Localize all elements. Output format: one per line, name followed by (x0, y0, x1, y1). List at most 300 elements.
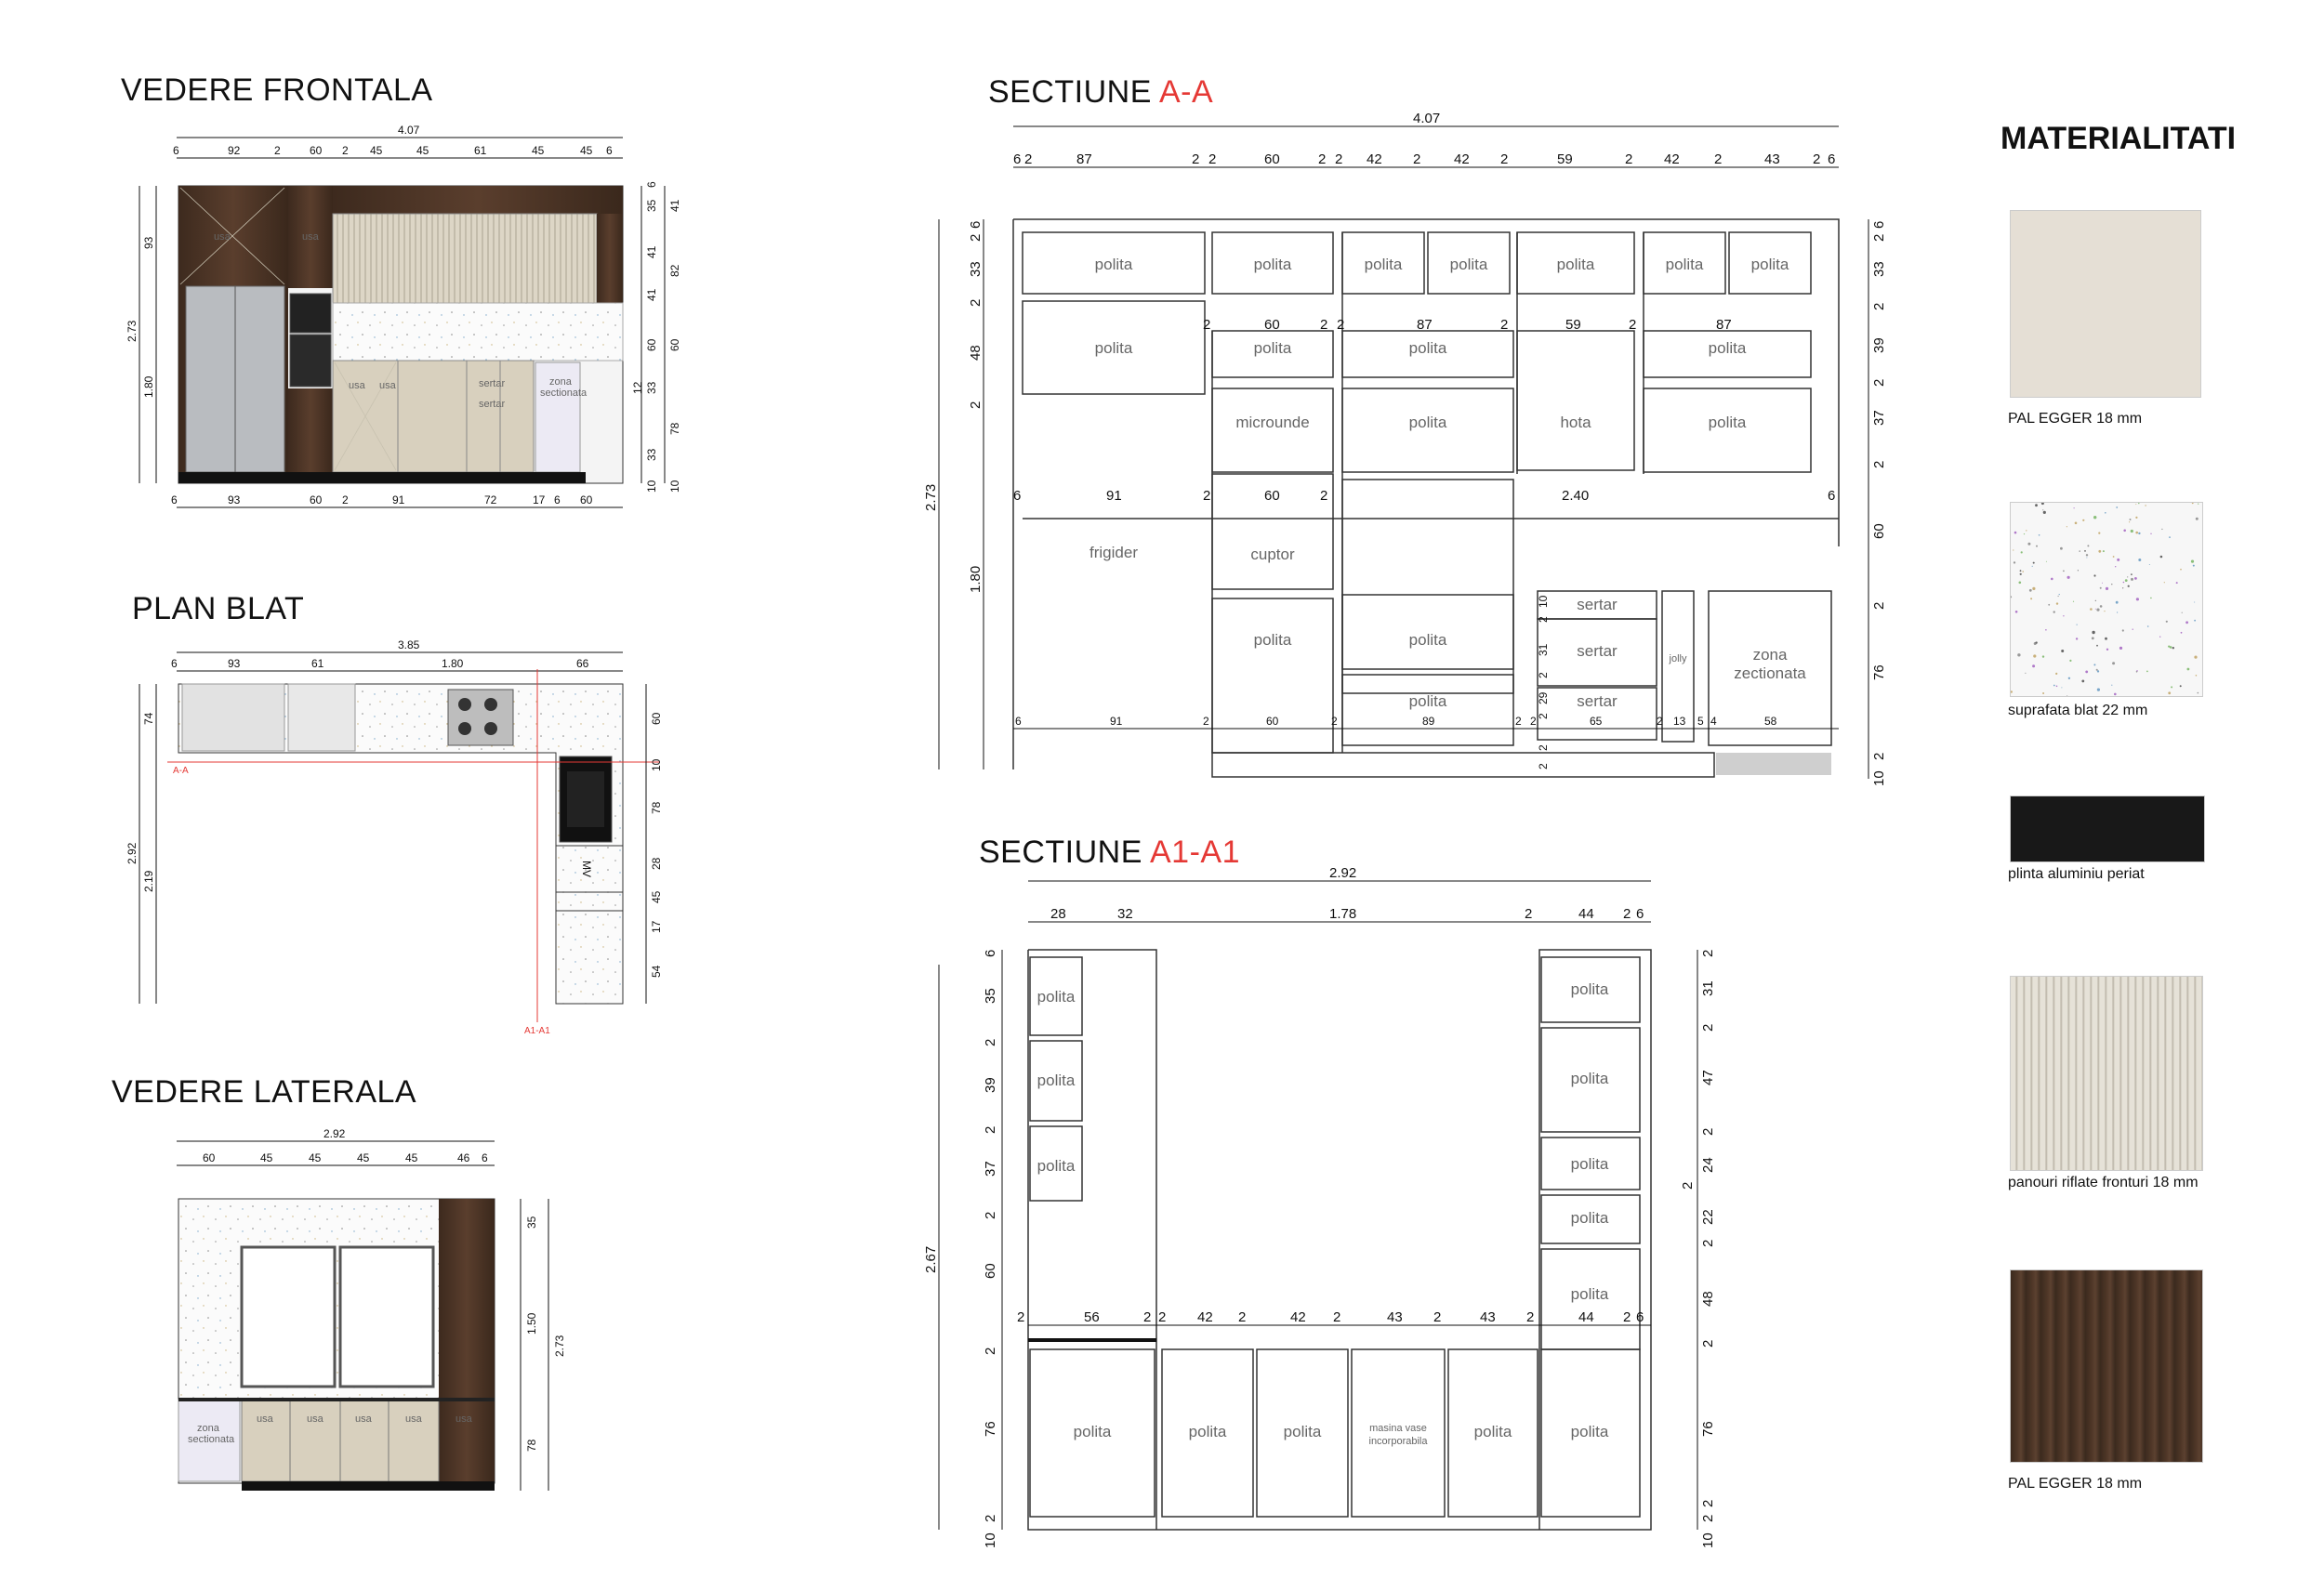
speckle-dot (2061, 650, 2064, 652)
sec-a-label-polita: polita (1253, 631, 1292, 649)
sec-a-label-polita: polita (1094, 256, 1133, 273)
speckle-dot (2093, 574, 2095, 576)
sec-a-dim-top: 2 (1714, 151, 1723, 167)
sec-a1-dim-mid: 42 (1197, 1309, 1213, 1325)
speckle-dot (2166, 621, 2168, 623)
sec-a-dim-top: 42 (1454, 151, 1470, 167)
plan-dim-right: 60 (650, 712, 663, 725)
material-label: PAL EGGER 18 mm (2008, 1476, 2143, 1492)
plan-dim-top: 93 (228, 657, 241, 670)
sec-a-dim-bottom: 2 (1331, 715, 1338, 728)
sec-a-dim-inner: 2 (1320, 317, 1328, 333)
front-dim-bottom: 72 (484, 493, 497, 506)
speckle-dot (2192, 503, 2194, 505)
sec-a-dim-bottom: 4 (1710, 715, 1717, 728)
front-dim-bottom: 6 (554, 493, 561, 506)
lateral-total-width: 2.92 (324, 1127, 346, 1140)
sec-a1-dim-mid: 2 (1238, 1309, 1247, 1325)
plan-dim-right: 54 (650, 965, 663, 978)
sec-a-dim-left: 33 (968, 261, 984, 277)
sec-a-dim-small: 29 (1537, 691, 1550, 704)
speckle-dot (2035, 504, 2038, 506)
front-dim-right: 41 (668, 199, 681, 212)
speckle-dot (2150, 598, 2152, 599)
speckle-dot (2114, 693, 2117, 696)
sec-a1-dim-mid: 44 (1578, 1309, 1594, 1325)
speckle-dot (2168, 691, 2171, 694)
sec-a-label-polita: polita (1708, 414, 1747, 431)
speckle-dot (2160, 556, 2163, 559)
front-door-label: usa (379, 380, 396, 391)
speckle-dot (2125, 579, 2128, 582)
speckle-dot (2060, 547, 2063, 550)
speckle-dot (2073, 601, 2074, 602)
speckle-dot (2053, 611, 2055, 612)
sec-a-dim-right: 2 (1871, 460, 1887, 468)
speckle-dot (2113, 556, 2115, 558)
speckle-dot (2134, 577, 2137, 580)
speckle-dot (2164, 582, 2165, 583)
sec-a-right-dims (1871, 221, 1887, 786)
speckle-dot (2159, 637, 2160, 638)
plan-dim-top: 61 (311, 657, 324, 670)
plan-dim-right: 78 (650, 801, 663, 814)
sec-a1-dim-top: 32 (1117, 906, 1133, 922)
sec-a1-dim-top: 6 (1636, 906, 1644, 922)
sec-a1-dim-mid: 2 (1333, 1309, 1341, 1325)
front-door-label: usa (302, 231, 319, 243)
sec-a1-dim-left: 6 (983, 949, 998, 957)
sec-a-dim-right: 2 (1871, 233, 1887, 242)
speckle-dot (2171, 686, 2172, 688)
sec-a-label-polita: polita (1556, 256, 1595, 273)
speckle-dot (2135, 532, 2138, 534)
speckle-dot (2082, 519, 2084, 521)
lateral-view-title: VEDERE LATERALA (112, 1074, 417, 1110)
sec-a1-dim-top: 1.78 (1329, 906, 1357, 922)
sec-a1-dim-right: 2 (1700, 1239, 1716, 1247)
front-dim-top: 60 (310, 144, 323, 157)
sec-a-dim-bottom: 2 (1515, 715, 1522, 728)
speckle-dot (2106, 587, 2108, 590)
sec-a-dim-inner: 2 (1500, 317, 1509, 333)
speckle-dot (2193, 565, 2195, 567)
sec-a-label-polita: polita (1364, 256, 1403, 273)
sec-a-dim-inner: 6 (1013, 488, 1022, 504)
speckle-dot (2115, 566, 2116, 567)
sec-a1-label-polita: polita (1570, 1070, 1609, 1087)
lateral-dim-top: 45 (405, 1151, 418, 1164)
front-dim-bottom: 60 (580, 493, 593, 506)
material-swatch-ribbed-panel (2010, 976, 2203, 1171)
speckle-dot (2030, 598, 2032, 599)
speckle-dot (2015, 611, 2018, 613)
sec-a1-dim-right: 2 (1680, 1181, 1696, 1190)
sec-a-dim-right: 10 (1871, 770, 1887, 786)
speckle-dot (2095, 600, 2096, 601)
sec-a-dim-bottom: 91 (1110, 715, 1123, 728)
front-dim-right: 41 (645, 245, 658, 258)
sec-a1-left-dims (923, 950, 998, 1548)
sec-a-label-polita: polita (1408, 339, 1447, 357)
material-swatch-plinth (2010, 796, 2205, 862)
lateral-dim-top: 45 (260, 1151, 273, 1164)
sec-a-dim-bottom: 60 (1266, 715, 1279, 728)
speckle-dot (2058, 596, 2059, 597)
sec-a-label-polita: polita (1094, 339, 1133, 357)
speckle-dot (2130, 519, 2132, 520)
front-dim-right: 33 (645, 448, 658, 461)
speckle-dot (2187, 668, 2190, 671)
speckle-dot (2149, 564, 2150, 565)
speckle-dot (2063, 571, 2065, 572)
sec-a-label-microunde: microunde (1235, 414, 1310, 431)
sec-a1-dim-right: 22 (1700, 1209, 1716, 1225)
sec-a1-dim-right: 2 (1700, 949, 1716, 957)
speckle-dot (2138, 503, 2139, 504)
speckle-dot (2093, 664, 2095, 665)
front-dim-top: 6 (173, 144, 179, 157)
sec-a1-label-polita: polita (1570, 1285, 1609, 1303)
front-dim-top: 2 (274, 144, 281, 157)
speckle-dot (2041, 502, 2044, 505)
sec-a1-label-polita: polita (1073, 1423, 1112, 1440)
plan-dim-top: 66 (576, 657, 589, 670)
plan-dim-left: 74 (142, 712, 155, 725)
sec-a-dim-inner: 91 (1106, 488, 1122, 504)
speckle-dot (2185, 621, 2188, 624)
front-dim-top: 45 (532, 144, 545, 157)
sec-a-dim-top: 43 (1764, 151, 1780, 167)
sec-a-label-polita: polita (1750, 256, 1789, 273)
speckle-dot (2090, 608, 2093, 611)
lateral-door-label: usa (355, 1414, 372, 1425)
sec-a1-dim-right: 31 (1700, 980, 1716, 996)
speckle-dot (2196, 518, 2199, 520)
speckle-dot (2032, 664, 2035, 667)
front-dim-right: 60 (645, 338, 658, 351)
speckle-dot (2055, 673, 2057, 675)
speckle-dot (2068, 677, 2070, 679)
speckle-dot (2026, 530, 2027, 531)
speckle-dot (2092, 631, 2094, 634)
sec-a-dim-right: 2 (1871, 752, 1887, 760)
speckle-dot (2097, 689, 2100, 691)
front-dim-left: 93 (142, 236, 155, 249)
speckle-dot (2087, 545, 2089, 546)
sec-a1-dim-left: 2 (983, 1347, 998, 1355)
sec-a-dim-inner: 87 (1716, 317, 1732, 333)
speckle-dot (2131, 530, 2133, 533)
speckle-dot (2035, 641, 2037, 643)
speckle-dot (2033, 654, 2036, 657)
sec-a-dim-top: 59 (1557, 151, 1573, 167)
sec-a-label-cuptor: cuptor (1250, 546, 1295, 563)
sec-a1-label-polita: polita (1188, 1423, 1227, 1440)
speckle-dot (2079, 550, 2080, 552)
plan-dim-right: 28 (650, 857, 663, 870)
sec-a1-dim-top: 2 (1623, 906, 1631, 922)
sec-a-dim-small: 31 (1537, 643, 1550, 656)
speckle-dot (2181, 632, 2183, 634)
speckle-dot (2095, 609, 2096, 610)
sec-a-dim-inner: 60 (1264, 317, 1280, 333)
speckle-dot (2011, 690, 2013, 692)
sec-a-label-polita: polita (1665, 256, 1704, 273)
sec-a-label-polita: polita (1253, 339, 1292, 357)
speckle-dot (2020, 573, 2022, 575)
speckle-dot (2020, 570, 2022, 572)
material-label: suprafata blat 22 mm (2008, 703, 2148, 718)
speckle-dot (2128, 585, 2130, 587)
speckle-dot (2074, 507, 2075, 508)
sec-a-label-hota: hota (1560, 414, 1591, 431)
sec-a-dim-right: 60 (1871, 523, 1887, 539)
front-dim-bottom: 2 (342, 493, 349, 506)
speckle-dot (2076, 638, 2078, 639)
speckle-dot (2135, 504, 2136, 505)
material-swatch-pal-dark (2010, 1269, 2203, 1463)
sec-a1-dim-right: 47 (1700, 1070, 1716, 1085)
sec-a1-dim-right: 24 (1700, 1157, 1716, 1173)
speckle-dot (2086, 558, 2087, 559)
oven (290, 335, 331, 387)
speckle-dot (2098, 550, 2101, 553)
speckle-dot (2014, 532, 2017, 534)
sec-a-top-dims (1013, 151, 1835, 167)
sec-a1-dim-left: 35 (983, 988, 998, 1004)
sec-a1-dim-right: 2 (1700, 1499, 1716, 1507)
speckle-dot (2105, 638, 2107, 640)
sec-a-dim-inner: 60 (1264, 488, 1280, 504)
lateral-dim-right: 1.50 (525, 1312, 538, 1335)
speckle-dot (2098, 533, 2100, 534)
front-dim-bottom: 6 (171, 493, 178, 506)
sec-a-label-sertar: sertar (1577, 692, 1618, 710)
speckle-dot (2131, 578, 2133, 581)
front-bottom-dims (171, 493, 593, 506)
speckle-dot (2147, 625, 2149, 627)
sec-a-left-dims (923, 221, 984, 593)
sec-a-dim-inner: 2 (1337, 317, 1345, 333)
speckle-dot (2117, 611, 2118, 612)
speckle-dot (2085, 671, 2088, 674)
speckle-dot (2010, 596, 2012, 598)
speckle-dot (2116, 506, 2118, 508)
plan-dim-right: 10 (650, 758, 663, 771)
sec-a-dim-bottom: 2 (1530, 715, 1537, 728)
sec-a-dim-top: 2 (1208, 151, 1217, 167)
plan-dim-left: 2.19 (142, 870, 155, 892)
lateral-dim-top: 45 (357, 1151, 370, 1164)
front-dim-top: 92 (228, 144, 241, 157)
plan-total-width: 3.85 (398, 638, 420, 651)
sec-a-label-jolly: jolly (1669, 653, 1687, 664)
sec-a1-label-polita: polita (1570, 1209, 1609, 1227)
front-door-label: usa (214, 231, 231, 243)
speckle-dot (2105, 512, 2106, 514)
sec-a-label-sertar: sertar (1577, 596, 1618, 613)
sec-a1-dim-top: 28 (1050, 906, 1066, 922)
sec-a-dim-top: 2 (1318, 151, 1327, 167)
sec-a1-label-polita: polita (1283, 1423, 1322, 1440)
sec-a-total: 4.07 (1413, 111, 1441, 126)
section-a1-drawing (920, 864, 1738, 1552)
speckle-dot (2046, 561, 2047, 562)
sec-a1-label-polita: polita (1570, 980, 1609, 998)
speckle-dot (2180, 685, 2182, 687)
lateral-dim-top: 46 (457, 1151, 470, 1164)
sec-a-dim-right: 37 (1871, 410, 1887, 426)
sec-a-dim-small: 2 (1537, 744, 1550, 751)
speckle-dot (2043, 511, 2046, 514)
speckle-dot (2138, 533, 2140, 534)
speckle-dot (2100, 605, 2103, 608)
speckle-dot (2063, 615, 2064, 616)
speckle-dot (2067, 576, 2070, 579)
speckle-dot (2042, 692, 2044, 694)
plan-section-mark-a1: A1-A1 (524, 1026, 550, 1036)
sec-a-dim-inner: 2 (1203, 317, 1211, 333)
front-drawer-label: sertar (479, 399, 506, 410)
sec-a1-dim-left: 76 (983, 1421, 998, 1437)
speckle-dot (2180, 569, 2182, 571)
sec-a-dim-bottom: 5 (1697, 715, 1704, 728)
front-dim-right: 35 (645, 199, 658, 212)
speckle-dot (2106, 649, 2108, 651)
speckle-dot (2096, 609, 2099, 611)
front-zone-label: sectionata (540, 388, 588, 399)
speckle-dot (2127, 576, 2128, 577)
sec-a-dim-inner: 2 (1629, 317, 1637, 333)
sec-a-label-polita: polita (1408, 692, 1447, 710)
plan-dim-right: 45 (650, 890, 663, 903)
sec-a1-dim-mid: 2 (1623, 1309, 1631, 1325)
plan-dim-top: 6 (171, 657, 178, 670)
speckle-dot (2122, 587, 2123, 588)
sec-a-dim-top: 2 (1625, 151, 1633, 167)
speckle-dot (2136, 671, 2138, 673)
section-a-drawing (920, 110, 1934, 797)
sec-a-dim-left: 2.73 (923, 483, 939, 511)
sec-a1-dim-mid: 43 (1480, 1309, 1496, 1325)
sec-a-dim-right: 6 (1871, 220, 1887, 229)
sec-a-dim-right: 33 (1871, 261, 1887, 277)
sec-a1-label-polita: polita (1473, 1423, 1512, 1440)
sec-a1-dim-top: 44 (1578, 906, 1594, 922)
sec-a-dim-bottom: 58 (1764, 715, 1777, 728)
front-view-title: VEDERE FRONTALA (121, 72, 433, 108)
front-dim-bottom: 91 (392, 493, 405, 506)
speckle-dot (2131, 573, 2133, 575)
front-dim-right: 41 (645, 288, 658, 301)
sec-a-dim-left: 6 (968, 220, 984, 229)
speckle-dot (2123, 582, 2125, 584)
material-label: plinta aluminiu periat (2008, 866, 2145, 882)
plan-section-mark-a: A-A (173, 766, 189, 776)
sec-a-dim-small: 2 (1537, 616, 1550, 623)
sec-a1-label-polita: polita (1037, 1157, 1076, 1175)
sec-a-dim-right: 2 (1871, 601, 1887, 610)
speckle-dot (2053, 685, 2055, 687)
lateral-dim-right: 35 (525, 1216, 538, 1229)
front-dim-top: 61 (474, 144, 487, 157)
sec-a-label-zectionata: zectionata (1734, 664, 1806, 682)
sec-a-dim-left: 1.80 (968, 565, 984, 593)
speckle-dot (2032, 587, 2035, 590)
speckle-dot (2103, 550, 2105, 552)
sec-a1-dim-left: 39 (983, 1077, 998, 1093)
sec-a1-label-polita: polita (1570, 1155, 1609, 1173)
speckle-dot (2056, 602, 2058, 604)
speckle-dot (2198, 504, 2199, 505)
lateral-door-label: usa (257, 1414, 273, 1425)
sec-a-dim-inner: 2 (1203, 488, 1211, 504)
speckle-dot (2112, 662, 2115, 664)
material-label: panouri riflate fronturi 18 mm (2008, 1175, 2199, 1190)
sec-a-label-polita: polita (1408, 414, 1447, 431)
sec-a-dim-left: 2 (968, 401, 984, 409)
front-view-drawing (121, 119, 697, 519)
sec-a-dim-small: 2 (1537, 713, 1550, 719)
speckle-dot (2014, 561, 2015, 563)
speckle-dot (2025, 673, 2026, 674)
sec-a-label-polita: polita (1708, 339, 1747, 357)
speckle-dot (2059, 594, 2060, 595)
speckle-dot (2036, 546, 2038, 547)
speckle-dot (2136, 598, 2139, 600)
sec-a-dim-top: 6 (1828, 151, 1836, 167)
sec-a-label-frigider: frigider (1089, 544, 1138, 561)
sec-a-dim-right: 2 (1871, 378, 1887, 387)
speckle-dot (2096, 645, 2098, 647)
speckle-dot (2013, 549, 2014, 550)
front-right-dims (631, 181, 681, 493)
sec-a1-dim-right: 48 (1700, 1291, 1716, 1307)
lateral-dim-top: 45 (309, 1151, 322, 1164)
front-dim-right: 10 (645, 480, 658, 493)
front-dim-left: 2.73 (125, 320, 139, 342)
front-zone-label: zona (549, 376, 572, 388)
sec-a1-dim-right: 2 (1700, 1127, 1716, 1136)
sec-a-dim-top: 2 (1024, 151, 1033, 167)
sec-a-dim-inner: 2 (1320, 488, 1328, 504)
sec-a-small-vert-dims (1537, 595, 1550, 769)
speckle-dot (2086, 554, 2088, 556)
speckle-dot (2191, 560, 2194, 563)
front-dim-top: 45 (370, 144, 383, 157)
sec-a1-dim-right: 2 (1700, 1023, 1716, 1032)
material-label: PAL EGGER 18 mm (2008, 411, 2143, 427)
sec-a1-dim-mid: 43 (1387, 1309, 1403, 1325)
speckle-dot (2042, 655, 2044, 657)
front-dim-bottom: 93 (228, 493, 241, 506)
speckle-dot (2116, 601, 2119, 604)
sec-a-dim-bottom: 2 (1657, 715, 1663, 728)
front-dim-right: 12 (631, 381, 644, 394)
speckle-dot (2017, 653, 2020, 656)
sec-a-label-polita: polita (1449, 256, 1488, 273)
front-dim-right: 82 (668, 264, 681, 277)
speckle-dot (2194, 656, 2197, 659)
lateral-door-label: usa (307, 1414, 324, 1425)
speckle-dot (2194, 602, 2195, 603)
material-swatch-pal-light (2010, 210, 2201, 398)
front-dim-right: 33 (645, 381, 658, 394)
front-dim-bottom: 17 (533, 493, 546, 506)
front-dim-right: 6 (645, 181, 658, 188)
sec-a-dim-inner: 59 (1565, 317, 1581, 333)
